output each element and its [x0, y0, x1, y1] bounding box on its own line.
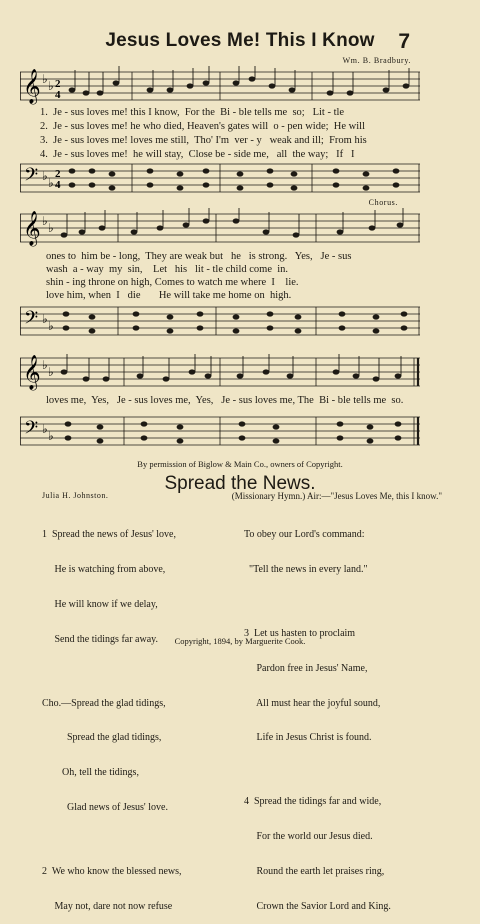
svg-text:♭: ♭	[42, 312, 48, 326]
bass-staff-3-graphic	[20, 413, 420, 451]
svg-text:4: 4	[55, 179, 61, 191]
treble-staff-3	[20, 350, 420, 394]
text-line: May not, dare not now refuse	[42, 900, 173, 912]
svg-text:♭: ♭	[42, 169, 48, 183]
text-line	[244, 599, 391, 605]
svg-text:𝄢: 𝄢	[24, 418, 39, 443]
verse-3-line-a: 3. Je - sus loves me! loves me still, Tho' I'm ver - y weak and ill; From his	[40, 135, 367, 146]
svg-text:𝄞: 𝄞	[23, 211, 41, 246]
svg-text:2: 2	[55, 168, 61, 180]
hymn-2-author: Julia H. Johnston.	[42, 491, 109, 500]
hymn-2-title: Spread the News.	[164, 473, 316, 494]
svg-text:♭: ♭	[48, 79, 54, 93]
text-line	[42, 837, 182, 843]
treble-staff-1-graphic	[20, 66, 420, 110]
text-line	[42, 668, 182, 674]
text-line: Glad news of Jesus' love.	[42, 801, 168, 813]
text-line: "Tell the news in every land."	[244, 563, 368, 575]
text-line: Oh, tell the tidings,	[42, 767, 139, 779]
lyric-line-b-4: love him, when I die He will take me home on high.	[46, 290, 292, 301]
bass-staff-2	[20, 303, 420, 339]
hymn-2-right-column	[244, 506, 391, 924]
hymn-title: Jesus Loves Me! This I Know	[105, 30, 375, 51]
verse-2-line-a: 2. Je - sus loves me! he who died, Heaven's gates will o - pen wide; He will	[40, 121, 365, 132]
verse-1-line-a: 1. Je - sus loves me! this I know, For the Bi - ble tells me so; Lit - tle	[40, 107, 345, 118]
text-line: For the world our Jesus died.	[244, 831, 373, 843]
svg-text:♭: ♭	[42, 422, 48, 436]
treble-staff-3-graphic	[20, 350, 420, 394]
text-line: 3 Let us hasten to proclaim	[244, 627, 356, 639]
text-line: 4 Spread the tidings far and wide,	[244, 796, 382, 808]
svg-text:♭: ♭	[48, 176, 54, 190]
copyright-note: Copyright, 1894, by Marguerite Cook.	[174, 636, 306, 646]
lyric-line-b-3: shin - ing throne on high, Comes to watch me where I lie.	[46, 277, 299, 288]
svg-text:♭: ♭	[48, 221, 54, 235]
svg-text:♭: ♭	[42, 358, 48, 372]
lyric-line-b-1: ones to him be - long, They are weak but he is strong. Yes, Je - sus	[46, 251, 352, 262]
chorus-label: Chorus.	[368, 198, 398, 207]
svg-text:♭: ♭	[48, 429, 54, 443]
hymn-2-tune-note: (Missionary Hymn.) Air:—"Jesus Loves Me, this I know."	[231, 491, 442, 501]
permission-note: By permission of Biglow & Main Co., owners of Copyright.	[137, 459, 343, 469]
text-line: Spread the glad tidings,	[42, 732, 162, 744]
composer-credit: Wm. B. Bradbury.	[342, 56, 411, 65]
svg-text:4: 4	[55, 89, 61, 101]
bass-staff-1	[20, 160, 420, 196]
treble-staff-2-graphic	[20, 208, 420, 250]
hymn-2-left-column	[42, 506, 182, 924]
text-line	[244, 767, 391, 773]
svg-text:♭: ♭	[42, 214, 48, 228]
svg-text:♭: ♭	[48, 319, 54, 333]
svg-text:𝄢: 𝄢	[24, 165, 39, 190]
text-line: Cho.—Spread the glad tidings,	[42, 697, 166, 709]
chorus-lyric: loves me, Yes, Je - sus loves me, Yes, Je - sus loves me, The Bi - ble tells me so.	[46, 395, 404, 406]
text-line: All must hear the joyful sound,	[244, 697, 381, 709]
text-line: He will know if we delay,	[42, 598, 158, 610]
svg-text:𝄢: 𝄢	[24, 308, 39, 333]
text-line: Crown the Savior Lord and King.	[244, 900, 391, 912]
text-line: 2 We who know the blessed news,	[42, 865, 182, 877]
svg-text:♭: ♭	[48, 365, 54, 379]
svg-text:♭: ♭	[42, 72, 48, 86]
treble-staff-1	[20, 66, 420, 110]
svg-text:𝄞: 𝄞	[23, 69, 41, 104]
text-line: 1 Spread the news of Jesus' love,	[42, 529, 176, 541]
text-line: Life in Jesus Christ is found.	[244, 732, 372, 744]
bass-staff-2-graphic	[20, 303, 420, 339]
text-line: Pardon free in Jesus' Name,	[244, 662, 368, 674]
bass-staff-3	[20, 413, 420, 451]
svg-text:2: 2	[55, 78, 61, 90]
bass-staff-1-graphic	[20, 160, 420, 196]
treble-staff-2	[20, 208, 420, 250]
svg-text:𝄞: 𝄞	[23, 355, 41, 390]
text-line: Round the earth let praises ring,	[244, 865, 385, 877]
text-line: To obey our Lord's command:	[244, 529, 365, 541]
verse-4-line-a: 4. Je - sus loves me! he will stay, Close be - side me, all the way; If I	[40, 149, 355, 160]
hymn-number: 7	[398, 30, 410, 53]
lyric-line-b-2: wash a - way my sin, Let his lit - tle child come in.	[46, 264, 289, 275]
text-line: Send the tidings far away.	[42, 633, 158, 645]
text-line: He is watching from above,	[42, 563, 166, 575]
